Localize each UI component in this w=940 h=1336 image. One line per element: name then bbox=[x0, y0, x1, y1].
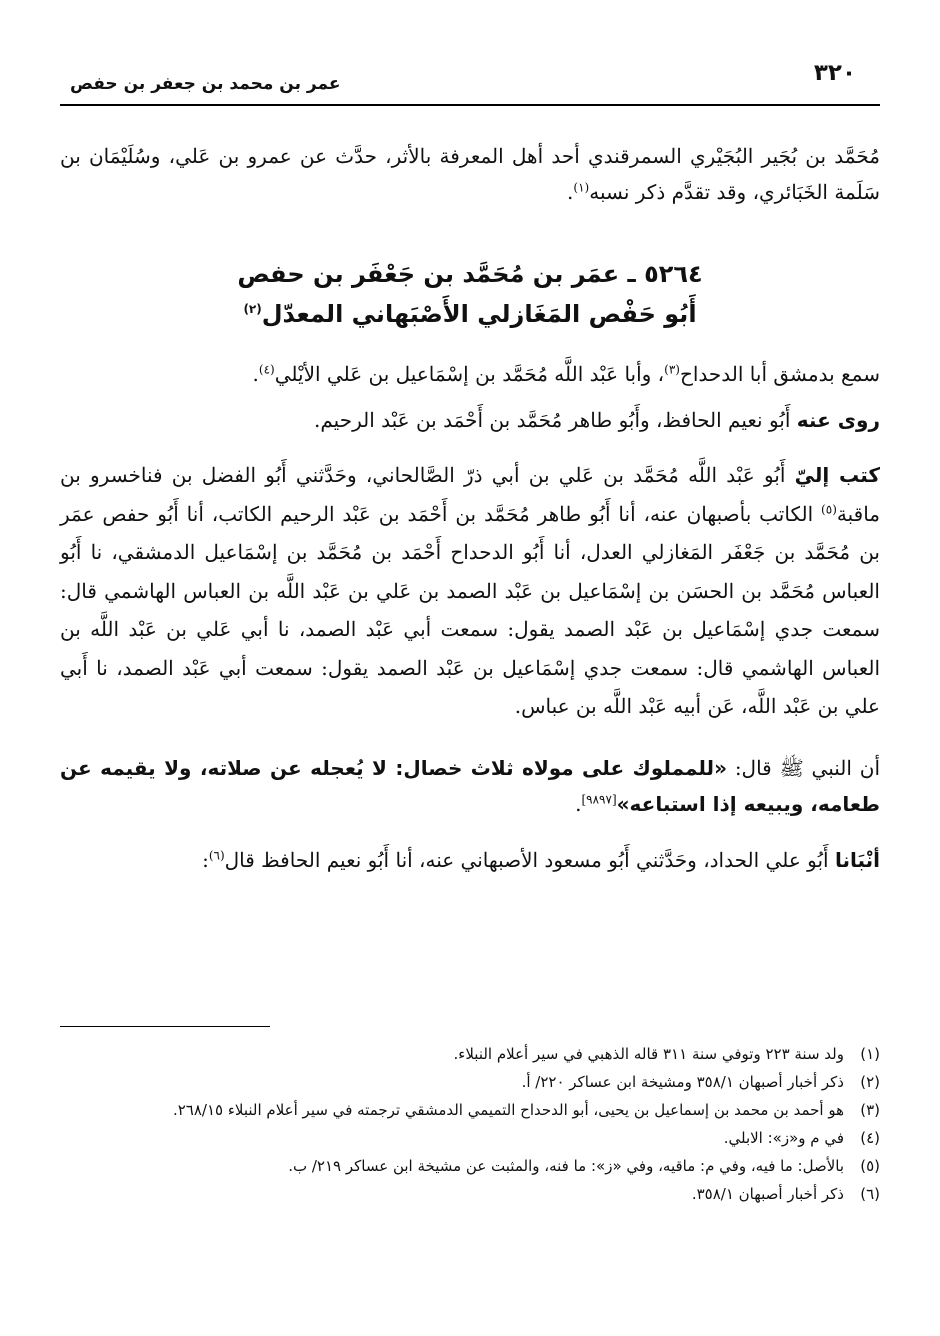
previous-entry-text: مُحَمَّد بن بُجَير البُجَيْري السمرقندي أحد أهل المعرفة بالأثر، حدَّث عن عمرو بن عَلي، وسُلَيْمَان بن سَلَمة الخَبَائري، وقد تقدَّم ذكر نسبه bbox=[60, 144, 880, 204]
book-page bbox=[60, 50, 881, 1203]
hadith-text: «للمملوك على مولاه ثلاث خصال: لا يُعجله عن صلاته، ولا يقيمه عن طعامه، ويبيعه إذا استباعه» bbox=[60, 755, 880, 816]
running-title: عمر بن محمد بن جعفر بن حفص bbox=[70, 74, 341, 94]
keyword-kataba: كتب إليّ bbox=[794, 463, 880, 487]
footnote-separator bbox=[60, 1026, 270, 1027]
narrated-by-paragraph: روى عنه أَبُو نعيم الحافظ، وأَبُو طاهر مُحَمَّد بن أَحْمَد بن عَبْد الرحيم. bbox=[314, 408, 880, 432]
keyword-rawa: روى عنه bbox=[796, 408, 880, 432]
entry-heading-name: ٥٢٦٤ ـ عمَر بن مُحَمَّد بن جَعْفَر بن حفص bbox=[237, 260, 703, 288]
header-rule bbox=[60, 104, 880, 106]
isnad-paragraph: كتب إليّ أَبُو عَبْد اللَّه مُحَمَّد بن عَلي بن أبي ذرّ الصَّالحاني، وحَدَّثني أَبُو الفضل بن فناخسرو بن ماقبة$^{(٥)}$ الكاتب بأصبهان عنه، أنا أَبُو طاهر مُحَمَّد بن أَحْمَد بن عَبْد الرحيم الكاتب، أنا أَبُو حفص عمَر بن مُحَمَّد بن جَعْفَر المَغازلي العدل، أنا أَبُو الدحداح أَحْمَد بن مُحَمَّد بن إسْمَاعيل الدمشقي، نا أَبُو العباس مُحَمَّد بن الحسَن بن إسْمَاعيل بن عَبْد الصمد بن عَلي بن عَبْد اللَّه بن العباس الهاشمي قال: سمعت جدي إسْمَاعيل بن عَبْد الصمد يقول: سمعت أبي عَبْد الصمد، نا أبي عَلي بن عَبْد اللَّه بن العباس الهاشمي قال: سمعت جدي إسْمَاعيل بن عَبْد الصمد يقول: سمعت أبي عَبْد الصمد، نا أَبي علي بن عَبْد اللَّه، عَن أبيه عَبْد اللَّه بن عباس. bbox=[60, 463, 880, 718]
entry-heading-kunya: أَبُو حَفْص المَغَازلي الأَصْبَهاني المعدّل$^{(٢)}$ bbox=[243, 300, 697, 328]
main-text bbox=[60, 132, 880, 878]
footnote-ref-1[interactable]: (١) bbox=[573, 180, 590, 195]
previous-entry-ending: مُحَمَّد بن بُجَير البُجَيْري السمرقندي أحد أهل المعرفة بالأثر، حدَّث عن عمرو بن عَلي، وسُلَيْمَان بن سَلَمة الخَبَائري، وقد تقدَّم ذكر نسبه$^{(١)}$. bbox=[60, 144, 880, 204]
footnote-1: (١) ولد سنة ٢٢٣ وتوفي سنة ٣١١ قاله الذهبي في سير أعلام النبلاء. bbox=[453, 1045, 880, 1063]
footnote-2: (٢) ذكر أخبار أصبهان ٣٥٨/١ ومشيخة ابن عساكر ٢٢٠/ أ. bbox=[521, 1073, 880, 1091]
footnote-5: (٥) بالأصل: ما فيه، وفي م: ماقيه، وفي «ز»: ما فنه، والمثبت عن مشيخة ابن عساكر ٢١٩/ ب. bbox=[288, 1157, 880, 1175]
footnote-3: (٣) هو أحمد بن محمد بن إسماعيل بن يحيى، أبو الدحداح التميمي الدمشقي ترجمته في سير أعلام النبلاء ٢٦٨/١٥. bbox=[172, 1101, 880, 1119]
footnote-6: (٦) ذكر أخبار أصبهان ٣٥٨/١. bbox=[691, 1185, 880, 1203]
hadith-number: [٩٨٩٧] bbox=[581, 791, 617, 806]
page-header bbox=[60, 50, 880, 100]
footnote-ref-4[interactable]: (٤) bbox=[258, 362, 275, 377]
hadith-paragraph: أن النبي ﷺ قال: «للمملوك على مولاه ثلاث خصال: لا يُعجله عن صلاته، ولا يقيمه عن طعامه، ويبيعه إذا استباعه»[٩٨٩٧]. bbox=[60, 755, 881, 816]
footnote-ref-2[interactable]: (٢) bbox=[243, 302, 262, 316]
footnotes bbox=[60, 1040, 880, 1208]
entry-heading bbox=[60, 254, 880, 334]
footnote-ref-3[interactable]: (٣) bbox=[664, 362, 680, 377]
anbana-paragraph: أنْبَانا أَبُو علي الحداد، وحَدَّثني أَبُو مسعود الأصبهاني عنه، أنا أَبُو نعيم الحافظ قال$^{(٦)}$: bbox=[202, 847, 880, 872]
footnote-4: (٤) في م و«ز»: الابلي. bbox=[723, 1129, 880, 1147]
heard-from-paragraph: سمع بدمشق أبا الدحداح$^{(٣)}$، وأبا عَبْد اللَّه مُحَمَّد بن إسْمَاعيل بن عَلي الأيْلي$^{(٤)}$. bbox=[252, 362, 880, 386]
keyword-anbana: أنْبَانا bbox=[834, 847, 880, 872]
footnote-ref-6[interactable]: (٦) bbox=[208, 847, 225, 862]
footnote-ref-5[interactable]: (٥) bbox=[821, 501, 837, 516]
page-number: ٣٢٠ bbox=[813, 60, 856, 86]
